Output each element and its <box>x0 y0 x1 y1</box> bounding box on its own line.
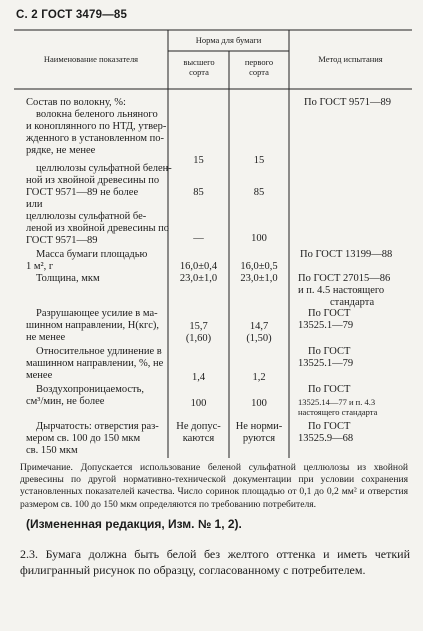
r9-higher1: Не допус- <box>176 421 221 432</box>
r9-first2: руются <box>242 433 276 444</box>
r4-higher: 16,0±0,4 <box>179 261 218 272</box>
r3-line4: ГОСТ 9571—89 <box>26 235 98 246</box>
r9-line1: Дырчатость: отверстия раз- <box>36 421 159 432</box>
r2-higher: 85 <box>193 187 204 198</box>
r1-line3: и коноплянного по НТД, утвер- <box>26 121 167 132</box>
r2-line3: ГОСТ 9571—89 не более <box>26 187 139 198</box>
r6-method2: 13525.1—79 <box>298 320 354 331</box>
r6-line3: не менее <box>26 332 66 343</box>
r9-method2: 13525.9—68 <box>298 433 354 444</box>
head-method: Метод испытания <box>318 54 383 64</box>
r4-first: 16,0±0,5 <box>240 261 278 272</box>
r2-line2: ной из хвойной древесины по <box>26 175 160 186</box>
r7-higher: 1,4 <box>191 372 206 383</box>
r4-method: По ГОСТ 13199—88 <box>300 249 393 260</box>
r9-line3: св. 150 мкм <box>26 445 78 456</box>
r3-line2: целлюлозы сульфатной бе- <box>26 211 147 222</box>
r7-method1: По ГОСТ <box>308 346 351 357</box>
page-header: С. 2 ГОСТ 3479—85 <box>16 9 128 21</box>
r3-line3: леной из хвойной древесины по <box>26 223 170 234</box>
r4-line1: Масса бумаги площадью <box>36 249 148 260</box>
r6-line2: шинном направлении, Н(кгс), <box>26 320 160 331</box>
r8-line1: Воздухопроницаемость, <box>36 384 145 395</box>
r4-line2: 1 м², г <box>26 261 54 272</box>
r7-method2: 13525.1—79 <box>298 358 354 369</box>
r8-method1: По ГОСТ <box>308 384 351 395</box>
r8-method3: настоящего стандарта <box>298 407 378 417</box>
r1-method: По ГОСТ 9571—89 <box>304 97 392 108</box>
head-indicator: Наименование показателя <box>43 54 139 64</box>
paragraph-2-3: 2.3. Бумага должна быть белой без желтого оттенка и иметь четкий филигранный рисунок по образцу, согласованному с потребителем. <box>20 547 410 577</box>
r6-method1: По ГОСТ <box>308 308 351 319</box>
head-norm: Норма для бумаги <box>195 35 262 45</box>
r3-first: 100 <box>251 233 267 244</box>
r7-line3: менее <box>26 370 53 381</box>
r8-first: 100 <box>251 398 267 409</box>
r7-line1: Относительное удлинение в <box>36 346 162 357</box>
r1-first: 15 <box>253 155 265 166</box>
r6-first1: 14,7 <box>249 321 269 332</box>
r8-method2: 13525.14—77 и п. 4.3 <box>298 397 376 407</box>
r3-line1: или <box>26 199 43 210</box>
r8-higher: 100 <box>190 398 207 409</box>
r9-first1: Не норми- <box>235 421 283 432</box>
r5-method2: и п. 4.5 настоящего <box>298 285 385 296</box>
head-first-grade: первого сорта <box>244 57 274 77</box>
r2-first: 85 <box>253 187 265 198</box>
r3-higher: — <box>193 233 204 244</box>
edition-note: (Измененная редакция, Изм. № 1, 2). <box>26 517 242 531</box>
r5-method3: стандарта <box>330 297 375 308</box>
r9-line2: мером св. 100 до 150 мкм <box>26 433 141 444</box>
r6-higher2: (1,60) <box>185 333 212 344</box>
r1-line1: Состав по волокну, %: <box>26 97 126 108</box>
table-note: Примечание. Допускается использование беленой сульфатной целлюлозы из хвойной древесины по другой нормативно-технической документации при условии сохранения установленных показателей качества. Число соринок площадью от 0,1 до 0,2 мм² и отверстия размером св. 100 до 150 мкм определяются по требованию потребителя. <box>20 462 408 510</box>
r8-line2: см³/мин, не более <box>26 396 105 407</box>
r9-higher2: каются <box>182 433 215 444</box>
r5-first: 23,0±1,0 <box>240 273 278 284</box>
head-higher-grade: высшего сорта <box>183 57 215 77</box>
r9-method1: По ГОСТ <box>308 421 351 432</box>
r5-higher: 23,0±1,0 <box>179 273 218 284</box>
r6-first2: (1,50) <box>246 333 272 344</box>
r6-line1: Разрушающее усилие в ма- <box>36 308 158 319</box>
r2-line1: целлюлозы сульфатной белен- <box>36 163 172 174</box>
r5-line1: Толщина, мкм <box>36 273 100 284</box>
r7-first: 1,2 <box>252 372 266 383</box>
r5-method1: По ГОСТ 27015—86 <box>298 273 391 284</box>
r7-line2: машинном направлении, %, не <box>26 358 164 369</box>
r1-line2: волокна беленого льняного <box>36 109 158 120</box>
r1-line4: жденного в установленном по- <box>26 133 165 144</box>
r1-line5: рядке, не менее <box>26 145 96 156</box>
r6-higher1: 15,7 <box>189 321 208 332</box>
r1-higher: 15 <box>193 155 204 166</box>
